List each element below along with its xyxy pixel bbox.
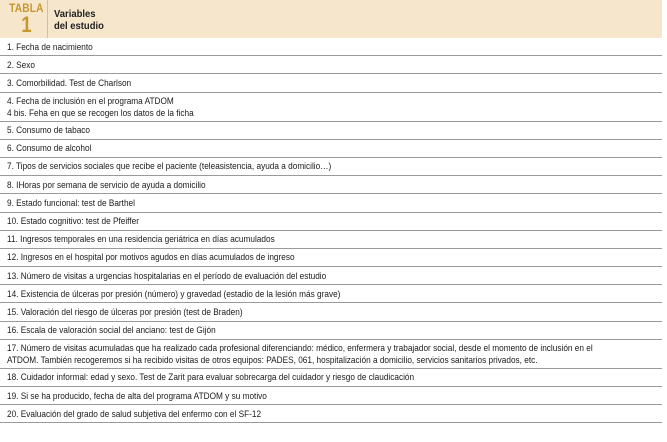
row-text	[7, 325, 626, 337]
table-row	[0, 56, 662, 74]
row-text-line: 9. Estado funcional: test de Barthel	[7, 197, 135, 209]
table-row	[0, 158, 662, 176]
table-row	[0, 249, 662, 267]
table-row	[0, 231, 662, 249]
row-text	[7, 125, 626, 137]
row-text-line: 15. Valoración del riesgo de úlceras por presión (test de Braden)	[7, 306, 243, 318]
row-text	[7, 252, 626, 264]
table-row	[0, 38, 662, 56]
row-text-line: 2. Sexo	[7, 59, 35, 71]
row-text	[7, 180, 626, 192]
variables-list	[0, 38, 662, 423]
table-row	[0, 405, 662, 423]
row-text-line: 7. Tipos de servicios sociales que recibe el paciente (teleasistencia, ayuda a domicilio…)	[7, 161, 332, 173]
table-row	[0, 74, 662, 92]
row-text	[7, 143, 626, 155]
row-text-line: 5. Consumo de tabaco	[7, 125, 91, 137]
table-row	[0, 194, 662, 212]
row-text-line: 4 bis. Feha en que se recogen los datos de la ficha	[7, 107, 194, 119]
row-text-line: 12. Ingresos en el hospital por motivos agudos en días acumulados de ingreso	[7, 252, 295, 264]
row-text	[7, 372, 626, 384]
table-row	[0, 285, 662, 303]
table-title-line-1: Variables	[54, 8, 96, 20]
row-text-line: 11. Ingresos temporales en una residencia geriátrica en días acumulados	[7, 234, 275, 246]
row-text	[7, 289, 626, 301]
row-text-line: 16. Escala de valoración social del anciano: test de Gijón	[7, 325, 216, 337]
row-text-line: 4. Fecha de inclusión en el programa ATDOM	[7, 95, 174, 107]
row-text	[7, 60, 626, 72]
table-title-line-2: del estudio	[54, 20, 104, 32]
row-text	[7, 409, 626, 421]
table-label: TABLA	[9, 3, 44, 15]
row-text-line: 18. Cuidador informal: edad y sexo. Test de Zarit para evaluar sobrecarga del cuidador y riesgo de claudicación	[7, 372, 415, 384]
row-text-line: 14. Existencia de úlceras por presión (número) y gravedad (estadio de la lesión más grave)	[7, 288, 341, 300]
row-text-line: 10. Estado cognitivo: test de Pfeiffer	[7, 216, 139, 227]
row-text-line: 3. Comorbilidad. Test de Charlson	[7, 77, 132, 89]
row-text-line: ATDOM. También recogeremos si ha recibido visitas de otros equipos: PADES, 061, hospitalización a domicilio, servicios sanitarios privados, etc.	[7, 354, 538, 366]
row-text-line: 19. Si se ha producido, fecha de alta del programa ATDOM y su motivo	[7, 390, 267, 402]
row-text	[7, 391, 626, 403]
table-title	[54, 8, 234, 32]
table-row	[0, 340, 662, 369]
table-row	[0, 213, 662, 231]
table-row	[0, 303, 662, 321]
row-text	[7, 234, 626, 246]
row-text	[7, 96, 626, 120]
row-text	[7, 343, 626, 367]
header-divider	[47, 0, 48, 38]
table-header	[0, 0, 662, 38]
table-row	[0, 322, 662, 340]
row-text	[7, 161, 626, 173]
row-text-line: 13. Número de visitas a urgencias hospitalarias en el período de evaluación del estudio	[7, 270, 327, 282]
row-text	[7, 198, 626, 210]
row-text	[7, 216, 626, 228]
table-row	[0, 176, 662, 194]
row-text-line: 6. Consumo de alcohol	[7, 143, 92, 155]
table-row	[0, 140, 662, 158]
row-text-line: 20. Evaluación del grado de salud subjetiva del enfermo con el SF-12	[7, 408, 262, 420]
row-text-line: 17. Número de visitas acumuladas que ha realizado cada profesional diferenciando: médico, enfermera y trabajador social, desde el momento de inclusión en el	[7, 342, 593, 354]
table-number: 1	[21, 12, 32, 37]
table-row	[0, 122, 662, 140]
row-text	[7, 307, 626, 319]
row-text	[7, 42, 626, 54]
row-text-line: 8. IHoras por semana de servicio de ayuda a domicilio	[7, 179, 206, 191]
table-row	[0, 369, 662, 387]
row-text	[7, 271, 626, 283]
table-row	[0, 387, 662, 405]
row-text-line: 1. Fecha de nacimiento	[7, 41, 93, 53]
table-row	[0, 267, 662, 285]
table-row	[0, 93, 662, 122]
row-text	[7, 78, 626, 90]
